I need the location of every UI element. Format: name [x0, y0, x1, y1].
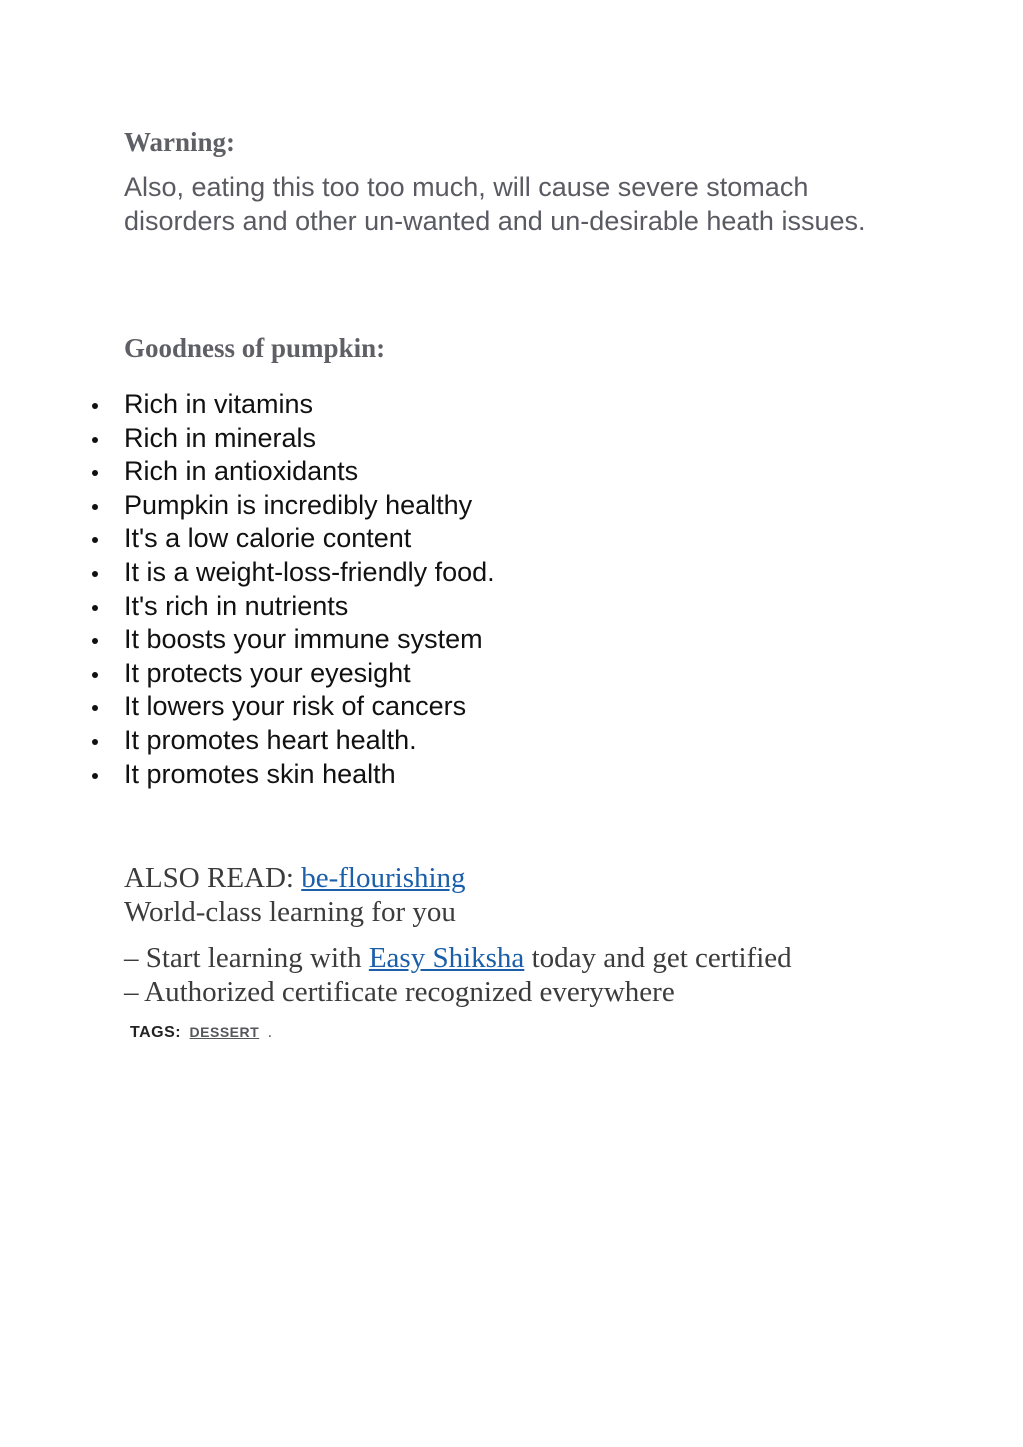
list-item-text: It protects your eyesight — [124, 657, 411, 688]
list-item-text: It boosts your immune system — [124, 624, 483, 655]
bullet-icon — [92, 672, 98, 678]
start-learning-prefix: – Start learning with — [124, 942, 369, 974]
list-item — [0, 690, 495, 724]
list-item — [0, 590, 495, 624]
list-item-text: It lowers your risk of cancers — [124, 691, 467, 722]
bullet-icon — [92, 739, 98, 745]
list-item-text: It promotes skin health — [124, 758, 396, 789]
authorized-certificate-line: – Authorized certificate recognized everywhere — [124, 976, 675, 1008]
bullet-icon — [92, 773, 98, 779]
tag-dessert-link[interactable]: DESSERT — [189, 1024, 260, 1040]
easy-shiksha-link[interactable]: Easy Shiksha — [368, 942, 525, 974]
list-item-text: It's rich in nutrients — [124, 590, 349, 621]
bullet-icon — [92, 537, 98, 543]
bullet-icon — [92, 470, 98, 476]
goodness-list — [0, 388, 495, 791]
list-item — [0, 758, 495, 792]
list-item — [0, 657, 495, 691]
bullet-icon — [92, 705, 98, 711]
bullet-icon — [92, 638, 98, 644]
list-item-text: Rich in vitamins — [124, 389, 314, 419]
bullet-icon — [92, 571, 98, 577]
warning-heading: Warning: — [124, 127, 236, 157]
list-item — [0, 556, 495, 590]
list-item — [0, 623, 495, 657]
start-learning-line — [124, 941, 792, 975]
bullet-icon — [92, 437, 98, 443]
goodness-heading: Goodness of pumpkin: — [124, 333, 386, 363]
list-item — [0, 489, 495, 523]
bullet-icon — [92, 504, 98, 510]
list-item-text: It's a low calorie content — [124, 523, 412, 554]
list-item — [0, 724, 495, 758]
list-item-text: It promotes heart health. — [124, 724, 417, 755]
tags-trailing-dot: . — [267, 1024, 273, 1041]
list-item-text: Rich in antioxidants — [124, 456, 359, 487]
list-item — [0, 455, 495, 489]
tags-label: TAGS: — [130, 1024, 182, 1041]
also-read-line — [124, 861, 466, 895]
start-learning-suffix: today and get certified — [524, 942, 792, 974]
list-item-text: It is a weight-loss-friendly food. — [124, 556, 495, 587]
be-flourishing-link[interactable]: be-flourishing — [301, 862, 466, 894]
bullet-icon — [92, 605, 98, 611]
also-read-label: ALSO READ: — [124, 862, 302, 894]
list-item-text: Pumpkin is incredibly healthy — [124, 489, 473, 520]
list-item — [0, 388, 495, 422]
list-item — [0, 422, 495, 456]
tagline: World-class learning for you — [124, 896, 456, 928]
warning-text: Also, eating this too too much, will cause severe stomach disorders and other un-wanted and un-desirable heath issues. — [124, 172, 866, 236]
list-item-text: Rich in minerals — [124, 422, 317, 453]
tags-row — [130, 1022, 272, 1043]
bullet-icon — [92, 403, 98, 409]
list-item — [0, 522, 495, 556]
